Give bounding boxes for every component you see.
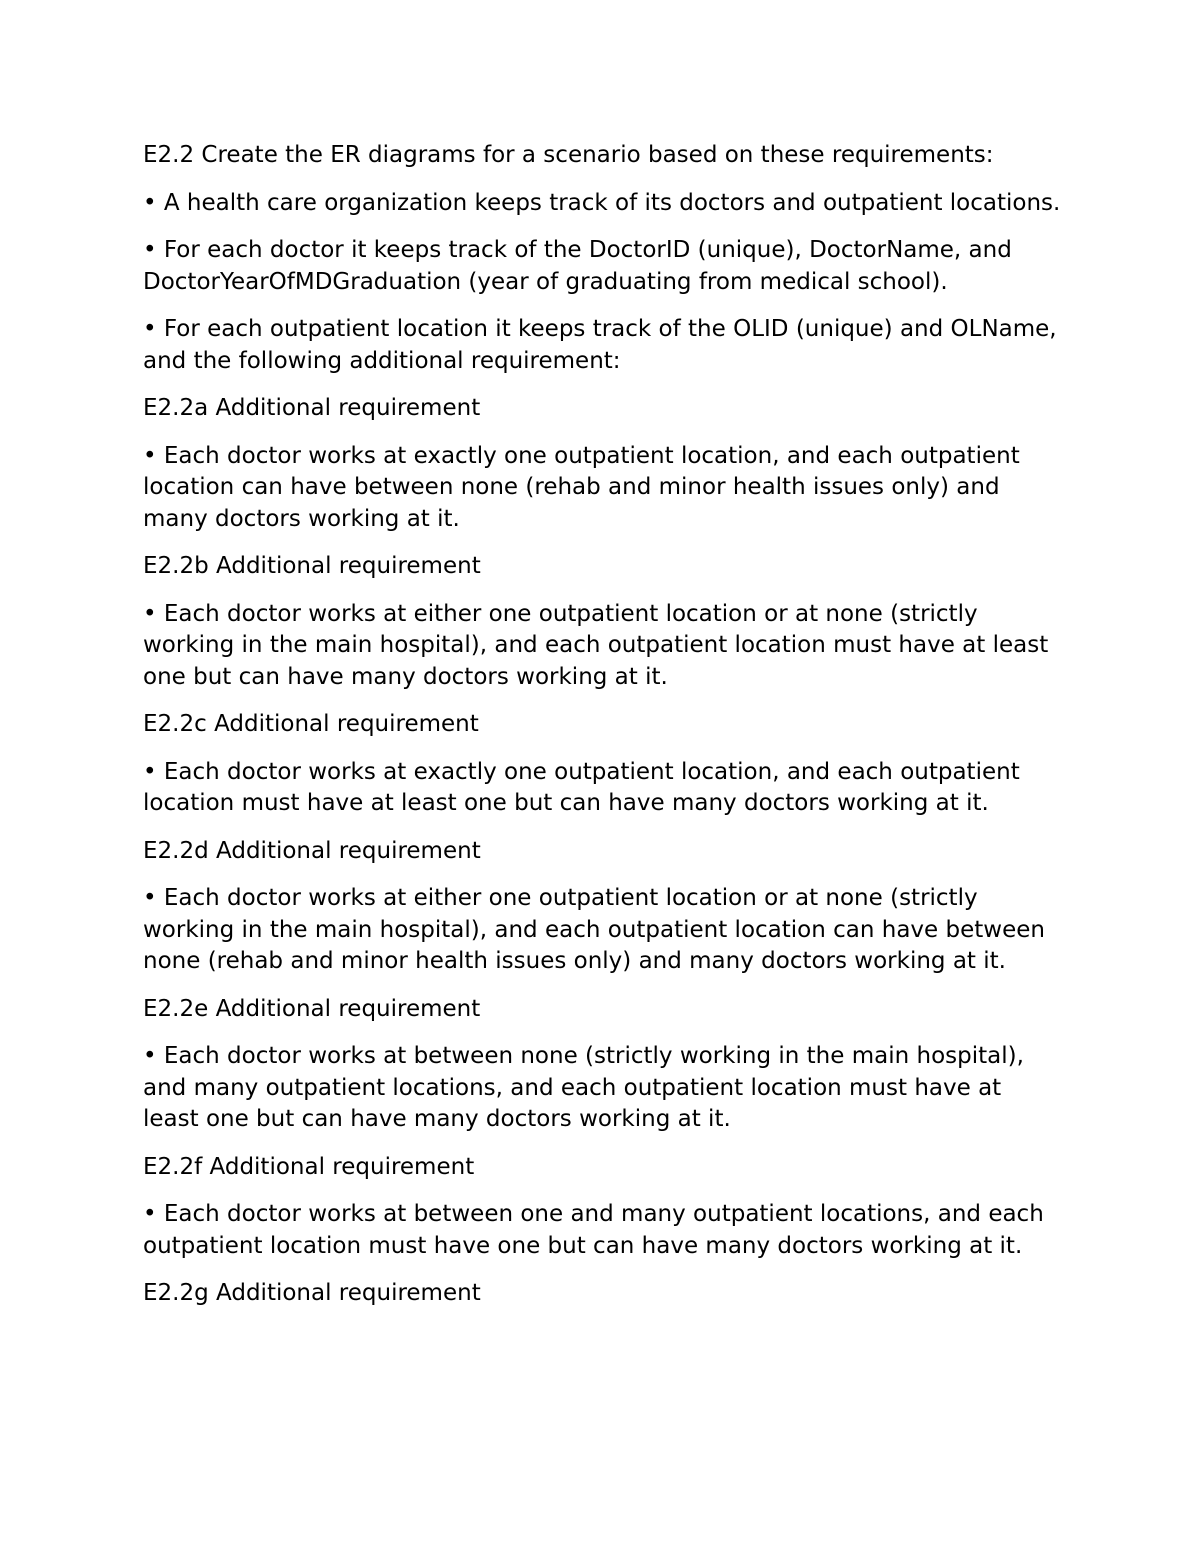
bullet-requirement: • For each doctor it keeps track of the DoctorID (unique), DoctorName, and DoctorYearOfMDGraduation (year of graduating from medical school).: [143, 237, 1012, 295]
document-body: [143, 140, 1063, 1326]
bullet-requirement: • Each doctor works at either one outpatient location or at none (strictly working in the main hospital), and each outpatient location must have at least one but can have many doctors working at it.: [143, 600, 1049, 690]
subsection-heading: E2.2e Additional requirement: [143, 995, 481, 1022]
subsection-heading: E2.2b Additional requirement: [143, 553, 481, 579]
subsection-heading: E2.2c Additional requirement: [143, 711, 479, 737]
subsection-heading: E2.2f Additional requirement: [143, 1153, 475, 1180]
subsection-heading: E2.2g Additional requirement: [143, 1280, 481, 1306]
bullet-requirement: • Each doctor works at either one outpatient location or at none (strictly working in the main hospital), and each outpatient location can have between none (rehab and minor health issues only) and many doctors working at it.: [143, 885, 1045, 974]
bullet-requirement: • For each outpatient location it keeps track of the OLID (unique) and OLName, and the following additional requirement:: [143, 316, 1057, 374]
bullet-requirement: • A health care organization keeps track of its doctors and outpatient locations.: [143, 189, 1061, 216]
subsection-heading: E2.2a Additional requirement: [143, 395, 481, 421]
subsection-heading: E2.2d Additional requirement: [143, 837, 481, 864]
bullet-requirement: • Each doctor works at exactly one outpatient location, and each outpatient location must have at least one but can have many doctors working at it.: [143, 758, 1020, 816]
exercise-heading: E2.2 Create the ER diagrams for a scenario based on these requirements:: [143, 142, 994, 168]
bullet-requirement: • Each doctor works at between one and many outpatient locations, and each outpatient location must have one but can have many doctors working at it.: [143, 1201, 1044, 1259]
bullet-requirement: • Each doctor works at exactly one outpatient location, and each outpatient location can have between none (rehab and minor health issues only) and many doctors working at it.: [143, 442, 1020, 532]
bullet-requirement: • Each doctor works at between none (strictly working in the main hospital), and many outpatient locations, and each outpatient location must have at least one but can have many doctors working at it.: [143, 1043, 1024, 1132]
